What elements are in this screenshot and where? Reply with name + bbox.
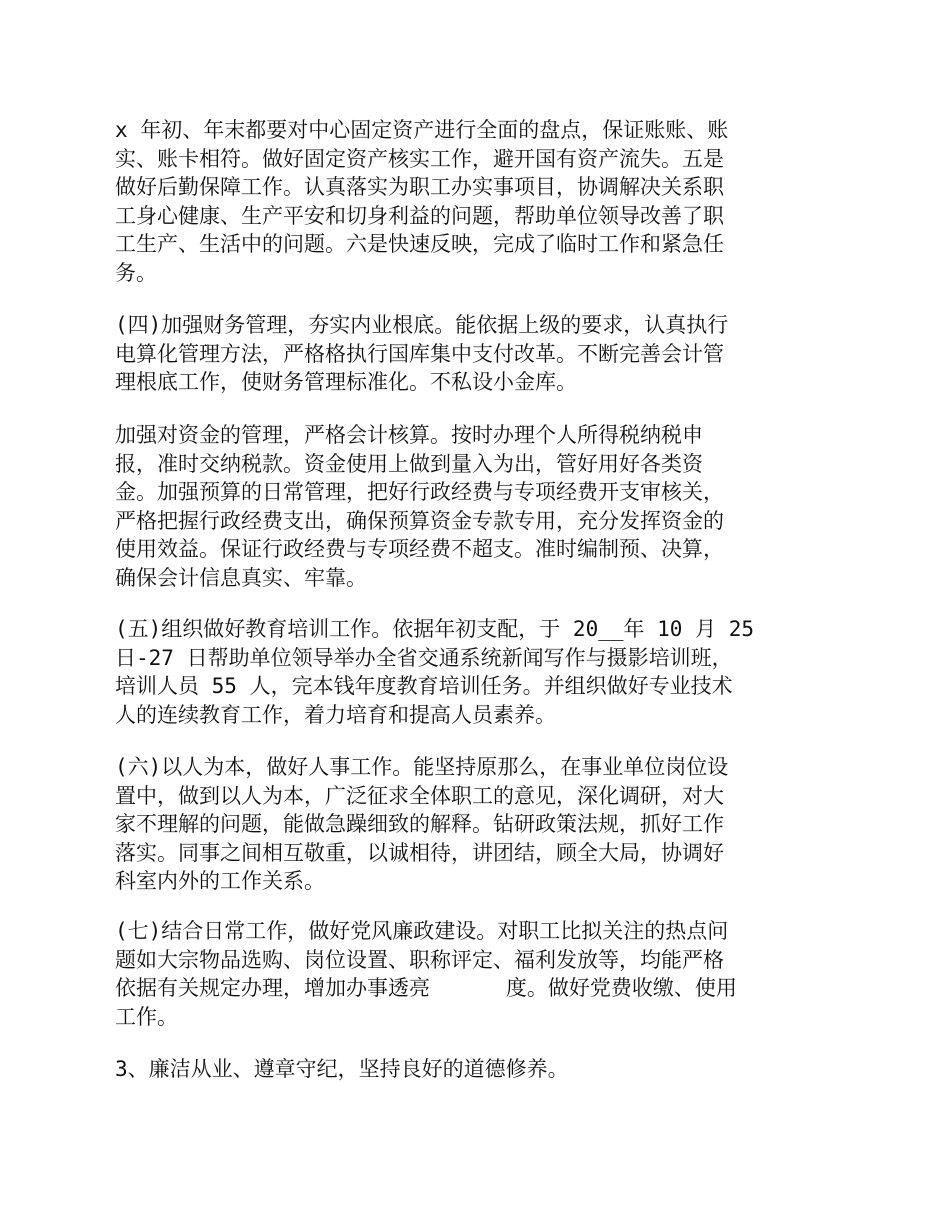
paragraph-personnel	[115, 753, 835, 896]
paragraph-financial-management	[115, 311, 835, 397]
text-line: 工身心健康、生产平安和切身利益的问题，帮助单位领导改善了职	[115, 203, 724, 228]
text-line: 电算化管理方法，严格格执行国库集中支付改革。不断完善会计管	[115, 341, 724, 366]
text-line: (六)以人为本，做好人事工作。能坚持原那么，在事业单位岗位设	[115, 755, 729, 779]
text-line: 使用效益。保证行政经费与专项经费不超支。准时编制预、决算，	[115, 537, 724, 561]
text-line: 加强对资金的管理，严格会计核算。按时办理个人所得税纳税申	[115, 423, 703, 447]
text-line: 金。加强预算的日常管理，把好行政经费与专项经费开支审核关，	[115, 480, 724, 504]
section-heading-3	[115, 1055, 835, 1084]
text-line: 置中，做到以人为本，广泛征求全体职工的意见，深化调研，对大	[115, 783, 724, 808]
text-line: (七)结合日常工作，做好党风廉政建设。对职工比拟关注的热点问	[115, 919, 729, 943]
text-line: 题如大宗物品选购、岗位设置、职称评定、福利发放等，均能严格	[115, 947, 724, 972]
text-line: 3、廉洁从业、遵章守纪，坚持良好的道德修养。	[115, 1057, 569, 1081]
text-line: 务。	[115, 260, 157, 285]
text-line: x 年初、年末都要对中心固定资产进行全面的盘点，保证账账、账	[115, 118, 729, 142]
paragraph-assets-logistics	[115, 116, 835, 287]
text-line: (四)加强财务管理，夯实内业根底。能依据上级的要求，认真执行	[115, 313, 729, 337]
text-line: (五)组织做好教育培训工作。依据年初支配，于 20__年 10 月 25	[115, 617, 755, 641]
text-line: 人的连续教育工作，着力培育和提高人员素养。	[115, 702, 556, 727]
paragraph-fund-management	[115, 421, 835, 592]
text-line: 实、账卡相符。做好固定资产核实工作，避开国有资产流失。五是	[115, 146, 724, 171]
text-line: 理根底工作，使财务管理标准化。不私设小金库。	[115, 370, 577, 394]
text-line: 日-27 日帮助单位领导举办全省交通系统新闻写作与摄影培训班，	[115, 645, 733, 670]
text-line: 报，准时交纳税款。资金使用上做到量入为出，管好用好各类资	[115, 451, 703, 476]
text-line: 做好后勤保障工作。认真落实为职工办实事项目，协调解决关系职	[115, 175, 724, 199]
text-line: 依据有关规定办理，增加办事透亮 度。做好党费收缴、使用	[115, 976, 737, 1000]
paragraph-integrity-building	[115, 917, 835, 1031]
text-line: 严格把握行政经费支出，确保预算资金专款专用，充分发挥资金的	[115, 508, 724, 533]
text-line: 确保会计信息真实、牢靠。	[115, 565, 367, 590]
text-line: 家不理解的问题，能做急躁细致的解释。钻研政策法规，抓好工作	[115, 812, 724, 836]
text-line: 落实。同事之间相互敬重，以诚相待，讲团结，顾全大局，协调好	[115, 840, 724, 865]
text-line: 工作。	[115, 1004, 178, 1029]
text-line: 培训人员 55 人，完本钱年度教育培训任务。并组织做好专业技术	[115, 674, 733, 698]
text-line: 科室内外的工作关系。	[115, 869, 325, 893]
text-line: 工生产、生活中的问题。六是快速反映，完成了临时工作和紧急任	[115, 232, 724, 256]
paragraph-training	[115, 615, 835, 729]
